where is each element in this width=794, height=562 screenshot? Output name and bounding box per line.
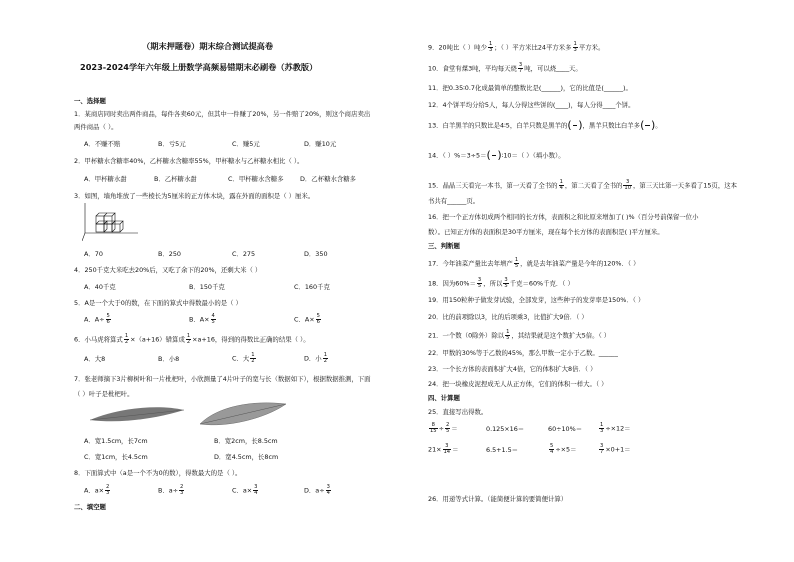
calc-item: $\frac{3}{7}$ ×0+1＝ [600,443,631,455]
question-22: 22．甲数的30%等于乙数的45%，那么甲数一定小于乙数。______ [428,349,618,357]
q3-option-b[interactable]: B．250 [158,250,181,258]
question-14: 14．（ ）%＝3÷5＝( )∶10＝（ ）（填小数）。 [428,148,565,162]
exam-title: （期末押题卷）期末综合测试提高卷 [142,41,274,51]
question-17: 17．今年油菜产量比去年增产 $\frac{1}{5}$ ，就是去年油菜产量是今年的120%．（ ） [428,257,640,269]
q3-option-d[interactable]: D．350 [304,250,328,258]
question-15-line2: 书共有______页。 [428,197,480,205]
q2-option-a[interactable]: A．甲杯糖水甜 [84,175,127,183]
question-18: 18．因为60%＝ $\frac{3}{5}$ ，所以 $\frac{3}{5}$ 千克＝60%千克．（ ） [428,277,574,289]
q5-option-a[interactable]: A．A÷ $\frac{5}{6}$ [84,313,110,325]
q2-option-c[interactable]: C．甲杯糖水含糖多 [228,175,284,183]
question-7-line2: （ ）叶子是枇杷叶。 [74,390,134,398]
q6-option-d[interactable]: D．小 $\frac{1}{2}$ [304,352,328,364]
question-5: 5．A是一个大于0的数，在下面的算式中得数最小的是（ ） [74,299,242,307]
q8-option-d[interactable]: D．a÷ $\frac{3}{4}$ [304,484,330,496]
question-12: 12．4个饼平均分给5人，每人分得这些饼的(____)，每人分得____个饼。 [428,101,635,109]
question-1-line2: 两件商品（ ）。 [74,123,118,131]
calc-item: $\frac{8}{15}$ ÷ $\frac{2}{5}$ ＝ [430,422,458,434]
q2-option-d[interactable]: D．乙杯糖水含糖多 [300,175,357,183]
question-11: 11．把0.35∶0.7化成最简单的整数比是(______)，它的比值是(______)。 [428,84,632,92]
q7-option-b[interactable]: B．宽2cm，长8.5cm [214,437,278,445]
calc-item: 21× $\frac{3}{14}$ ＝ [428,443,459,455]
q3-option-c[interactable]: C．275 [232,250,256,258]
question-21: 21．一个数（0除外）除以 $\frac{1}{5}$ ，其结果就是这个数扩大5倍。（ ） [428,329,611,341]
q1-option-b[interactable]: B．亏5元 [158,140,186,148]
question-4: 4．250千克大米吃去20%后，又吃了余下的20%，还剩大米（ ） [74,266,262,274]
calc-item: 60÷10%＝ [548,425,583,433]
calc-item: 6.5+1.5＝ [486,446,519,454]
section-choice-heading: 一、选择题 [74,97,106,105]
q6-option-c[interactable]: C．大 $\frac{1}{2}$ [232,352,255,364]
q1-option-c[interactable]: C．赚5元 [232,140,260,148]
q1-option-d[interactable]: D．赚10元 [304,140,337,148]
q6-option-a[interactable]: A．大8 [84,355,106,363]
question-3: 3．如图，墙角堆放了一些棱长为5厘米的正方体木块，露在外面的面积是（ ）厘米。 [74,192,315,200]
question-6: 6．小马虎将算式 $\frac{1}{2}$ ×（a+16）错算成 $\frac{1}{2}$ ×a+16，得到的得数比正确的结果（ ）。 [74,333,310,345]
question-9: 9．20吨比（ ）吨少 $\frac{1}{3}$ ；（ ）平方米比24平方米多 $\frac{1}{3}$ 平方米。 [428,41,605,53]
q4-option-b[interactable]: B．150千克 [189,283,225,291]
question-24: 24．把一块橡皮泥捏成无人从正方体，它们的体积一样大。（ ） [428,380,608,388]
q7-option-a[interactable]: A．宽1.5cm，长7cm [84,437,148,445]
q3-option-a[interactable]: A．70 [84,250,103,258]
question-25: 25．直接写出得数。 [428,408,488,416]
calc-item: $\frac{1}{3}$ ÷×12＝ [600,422,631,434]
q8-option-c[interactable]: C．a× $\frac{3}{4}$ [232,484,258,496]
question-7-line1: 7．张老师摘下3片柳树叶和一片枇杷叶，小欣测量了4片叶子的宽与长（数据如下），根据数据推测，下面 [74,375,371,383]
section-calc-heading: 四、计算题 [428,394,460,402]
question-15-line1: 15．晶晶三天看完一本书，第一天看了全书的 $\frac{1}{4}$ ，第二天看了全书的 $\frac{3}{10}$ ，第三天比第一天多看了15页，这本 [428,179,737,191]
q1-option-a[interactable]: A．不赚不赔 [84,140,121,148]
question-26: 26．用递等式计算。（能简便计算的要简便计算） [428,495,568,503]
section-fill-heading: 二、填空题 [74,503,106,511]
q5-option-c[interactable]: C．A× $\frac{5}{6}$ [294,313,320,325]
q7-option-d[interactable]: D．宽4.5cm，长8cm [214,453,279,461]
question-1-line1: 1．某商店同时卖出两件商品，每件各卖60元，但其中一件赚了20%，另一件赔了20%，则这个商店卖出 [74,110,371,118]
q2-option-b[interactable]: B．乙杯糖水甜 [154,175,197,183]
exam-subtitle: 2023-2024学年六年级上册数学高频易错期末必刷卷（苏教版） [80,62,318,72]
question-2: 2．甲杯糖水含糖率40%，乙杯糖水含糖率55%，甲杯糖水与乙杯糖水相比（ ）。 [74,157,304,165]
q5-option-b[interactable]: B．A× $\frac{4}{5}$ [189,313,215,325]
leaves-figure [88,400,298,428]
question-16-line1: 16．把一个正方体切成两个相同的长方体，表面积之和比原来增加了( )%（百分号前保留一位小 [428,213,699,221]
question-13: 13．白羊黑羊的只数比是4∶5，白羊只数是黑羊的( )，黑羊只数比白羊多( )。 [428,118,662,132]
question-16-line2: 数）。已知正方体的表面积是30平方厘米，现在每个长方体的表面积是( )平方厘米。 [428,228,664,236]
q4-option-c[interactable]: C．160千克 [294,283,330,291]
q6-option-b[interactable]: B．小8 [158,355,180,363]
stacked-cubes-figure [82,203,138,241]
q8-option-a[interactable]: A．a× $\frac{2}{3}$ [84,484,110,496]
section-judge-heading: 三、判断题 [428,242,460,250]
question-20: 20．比的前项除以3，比的后项乘3，比值扩大9倍．（ ） [428,313,588,321]
question-10: 10．食堂有煤3吨，平均每天烧 $\frac{3}{7}$ 吨，可以烧____天。 [428,62,582,74]
q4-option-a[interactable]: A．40千克 [84,283,116,291]
calc-item: $\frac{5}{4}$ ÷×5＝ [550,443,577,455]
question-23: 23．一个长方体的表面积扩大4倍，它的体积扩大8倍．（ ） [428,365,597,373]
left-column [74,0,404,562]
right-column [428,0,780,562]
question-8: 8．下面算式中（a是一个不为0的数），得数最大的是（ ）。 [74,469,242,477]
calc-item: 0.125×16＝ [486,425,525,433]
question-19: 19．用150粒种子做发芽试验，全部发芽，这些种子的发芽率是150%．（ ） [428,296,645,304]
q7-option-c[interactable]: C．宽1cm，长4.5cm [84,453,148,461]
q8-option-b[interactable]: B．a÷ $\frac{2}{3}$ [158,484,184,496]
